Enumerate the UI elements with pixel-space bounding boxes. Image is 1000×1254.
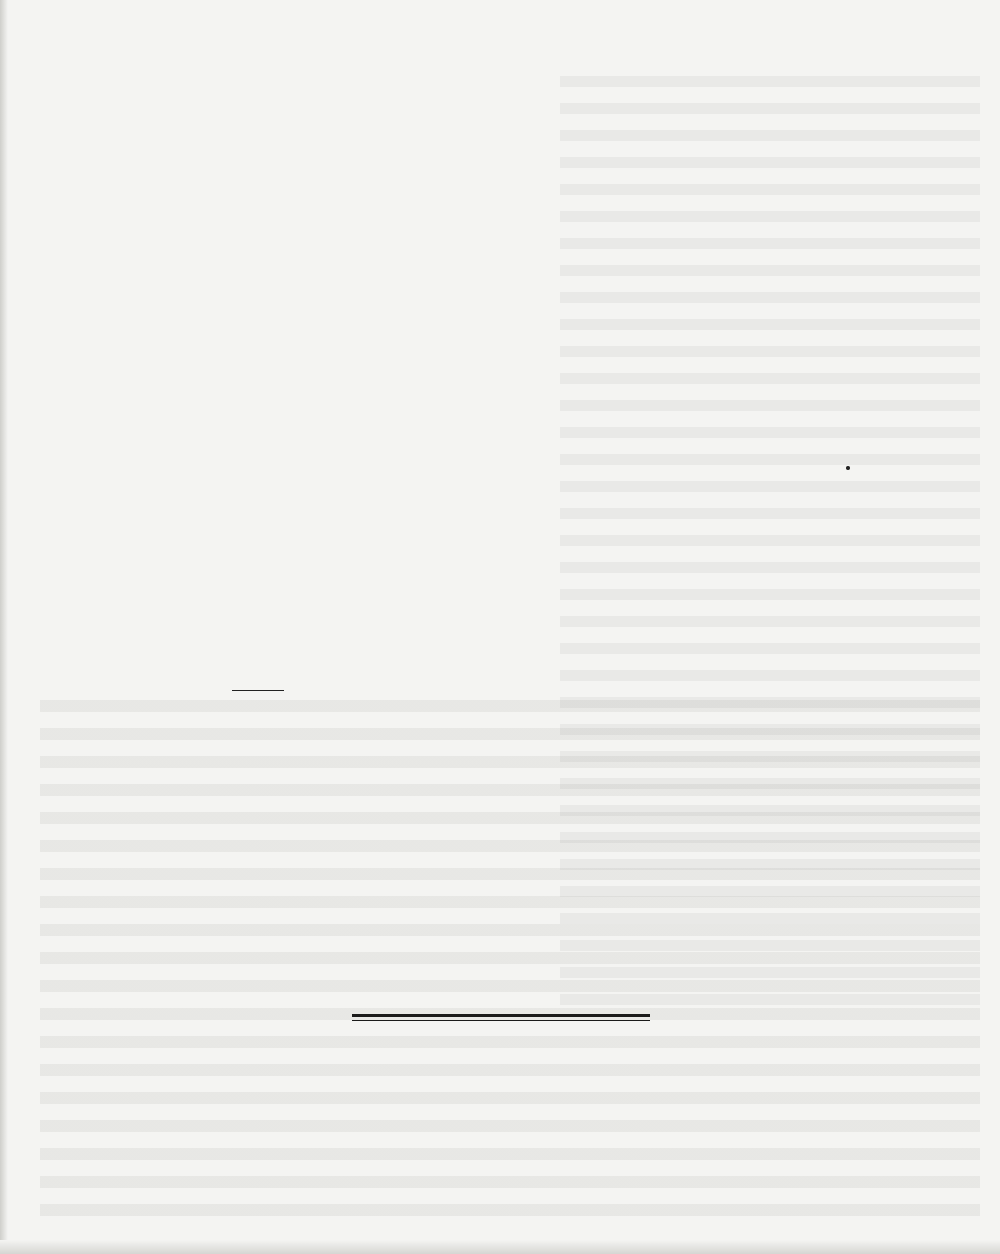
bleed-through-texture-lower bbox=[40, 700, 980, 1220]
left-column bbox=[64, 98, 494, 112]
right-column bbox=[522, 98, 952, 110]
closing-rule bbox=[352, 1014, 650, 1017]
page-edge-shadow bbox=[0, 0, 8, 1254]
stray-mark bbox=[846, 466, 850, 470]
closing-rule-thin bbox=[352, 1020, 650, 1021]
page-bottom-shadow bbox=[0, 1240, 1000, 1254]
separator-short bbox=[232, 690, 284, 691]
